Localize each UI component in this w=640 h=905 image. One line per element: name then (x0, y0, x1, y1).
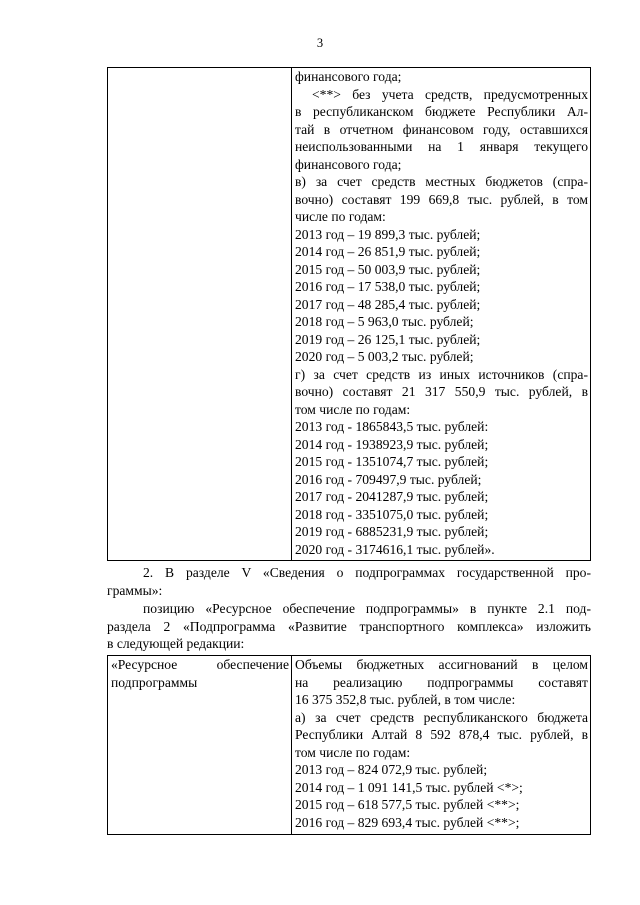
table-text-line: 2015 год – 50 003,9 тыс. рублей; (295, 261, 481, 277)
table-text-line: подпрограммы (111, 674, 198, 690)
table-text-line: 2017 год - 2041287,9 тыс. рублей; (295, 489, 489, 504)
table-text-line: 2016 год – 829 693,4 тыс. рублей <**>; (295, 814, 520, 830)
paragraph-line: в следующей редакции: (107, 636, 245, 651)
table-text-line: том числе по годам: (295, 744, 411, 760)
table-text-line: 2017 год – 48 285,4 тыс. рублей; (295, 296, 481, 312)
table-text-line: 2016 год – 17 538,0 тыс. рублей; (295, 279, 481, 294)
table-text-line: 2018 год - 3351075,0 тыс. рублей; (295, 506, 489, 522)
table-text-line: <**> без учета средств, предусмотренных (312, 86, 588, 102)
table-row (108, 656, 591, 835)
table-text-line: вочно) составят 199 669,8 тыс. рублей, в том (295, 191, 588, 207)
paragraph-line: граммы»: (107, 582, 163, 598)
table-text-line: числе по годам: (295, 209, 386, 224)
paragraph-line: позицию «Ресурсное обеспечение подпрограммы» в пункте 2.1 под- (143, 601, 591, 616)
table-text-line: 2019 год – 26 125,1 тыс. рублей; (295, 331, 481, 347)
table-right-cell (292, 656, 591, 835)
table-text-line: в) за счет средств местных бюджетов (спра- (295, 174, 588, 189)
table-text-line: Объемы бюджетных ассигнований в целом (295, 657, 588, 672)
table-text-line: 16 375 352,8 тыс. рублей, в том числе: (295, 692, 516, 707)
table-text-line: 2020 год - 3174616,1 тыс. рублей». (295, 541, 495, 557)
page-number: 3 (316, 36, 324, 50)
table-text-line: 2015 год - 1351074,7 тыс. рублей; (295, 454, 489, 469)
table-text-line: 2013 год - 1865843,5 тыс. рублей: (295, 419, 489, 434)
table-text-line: Республики Алтай 8 592 878,4 тыс. рублей, в (295, 727, 588, 742)
table-text-line: а) за счет средств республиканского бюджета (295, 709, 588, 725)
paragraph-section-v (107, 564, 591, 599)
table-text-line: в республиканском бюджете Республики Ал- (295, 104, 588, 119)
table-text-line: 2020 год – 5 003,2 тыс. рублей; (295, 349, 474, 364)
table-text-line: финансового года; (295, 156, 402, 172)
paragraph-line: раздела 2 «Подпрограмма «Развитие транспортного комплекса» изложить (107, 618, 591, 634)
table-text-line: вочно) составят 21 317 550,9 тыс. рублей, в (295, 384, 588, 399)
table-row (108, 68, 591, 561)
resource-table-continued (107, 67, 591, 561)
table-text-line: 2018 год – 5 963,0 тыс. рублей; (295, 314, 474, 329)
table-text-line: неиспользованными на 1 января текущего (295, 139, 588, 154)
table-text-line: 2014 год - 1938923,9 тыс. рублей; (295, 436, 489, 452)
table-text-line: 2013 год – 824 072,9 тыс. рублей; (295, 762, 488, 777)
table-text-line: «Ресурсное обеспечение (111, 657, 289, 672)
table-text-line: 2013 год – 19 899,3 тыс. рублей; (295, 226, 481, 242)
table-text-line: финансового года; (295, 69, 402, 84)
resource-table-new-edition (107, 655, 591, 835)
table-text-line: 2019 год - 6885231,9 тыс. рублей; (295, 524, 489, 539)
table-text-line: 2016 год - 709497,9 тыс. рублей; (295, 471, 482, 487)
paragraph-position-change (107, 600, 591, 653)
table-text-line: 2014 год – 26 851,9 тыс. рублей; (295, 244, 481, 259)
table-text-line: том числе по годам: (295, 401, 411, 417)
table-right-cell (292, 68, 591, 561)
table-text-line: тай в отчетном финансовом году, оставшихся (295, 121, 588, 137)
paragraph-line: 2. В разделе V «Сведения о подпрограммах государственной про- (143, 565, 591, 580)
table-left-cell (108, 68, 292, 561)
table-text-line: г) за счет средств из иных источников (спра- (295, 366, 588, 382)
table-text-line: 2015 год – 618 577,5 тыс. рублей <**>; (295, 797, 520, 812)
table-text-line: на реализацию подпрограммы составят (295, 674, 588, 690)
table-text-line: 2014 год – 1 091 141,5 тыс. рублей <*>; (295, 779, 523, 795)
table-left-cell (108, 656, 292, 835)
